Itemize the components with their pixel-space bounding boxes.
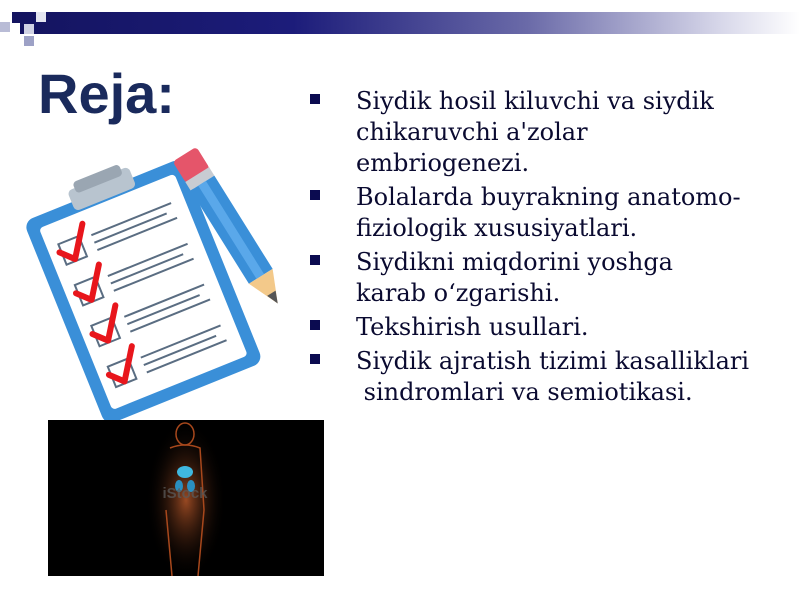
glowing-body-figure	[48, 420, 324, 576]
list-item	[306, 182, 786, 244]
photo-watermark: iStock	[162, 485, 208, 502]
bullet-text: Siydik ajratish tizimi kasalliklari sindromlari va semiotikasi.	[356, 347, 750, 406]
bullet-text: Siydik hosil kiluvchi va siydik chikaruvchi a'zolar embriogenezi.	[356, 87, 714, 177]
bullet-square-icon	[310, 190, 320, 200]
bullet-square-icon	[310, 320, 320, 330]
slide-title: Reja:	[38, 62, 175, 125]
banner-square	[36, 12, 46, 22]
banner-square	[0, 22, 10, 32]
clipboard-checklist-icon	[18, 140, 298, 420]
bullet-text: Bolalarda buyrakning anatomo- fiziologik xususiyatlari.	[356, 183, 741, 242]
banner-square	[12, 12, 23, 23]
bullet-text: Siydikni miqdorini yoshga karab o‘zgarishi.	[356, 248, 673, 307]
list-item	[306, 312, 786, 343]
anatomy-photo	[48, 420, 324, 576]
bullet-square-icon	[310, 354, 320, 364]
list-item	[306, 346, 786, 408]
banner-square	[24, 36, 34, 46]
bullet-text: Tekshirish usullari.	[356, 313, 589, 341]
list-item	[306, 86, 786, 179]
banner-gradient-bar	[20, 12, 800, 34]
bullet-list	[306, 86, 786, 411]
bullet-square-icon	[310, 255, 320, 265]
banner-square	[24, 24, 34, 34]
bullet-square-icon	[310, 94, 320, 104]
list-item	[306, 247, 786, 309]
